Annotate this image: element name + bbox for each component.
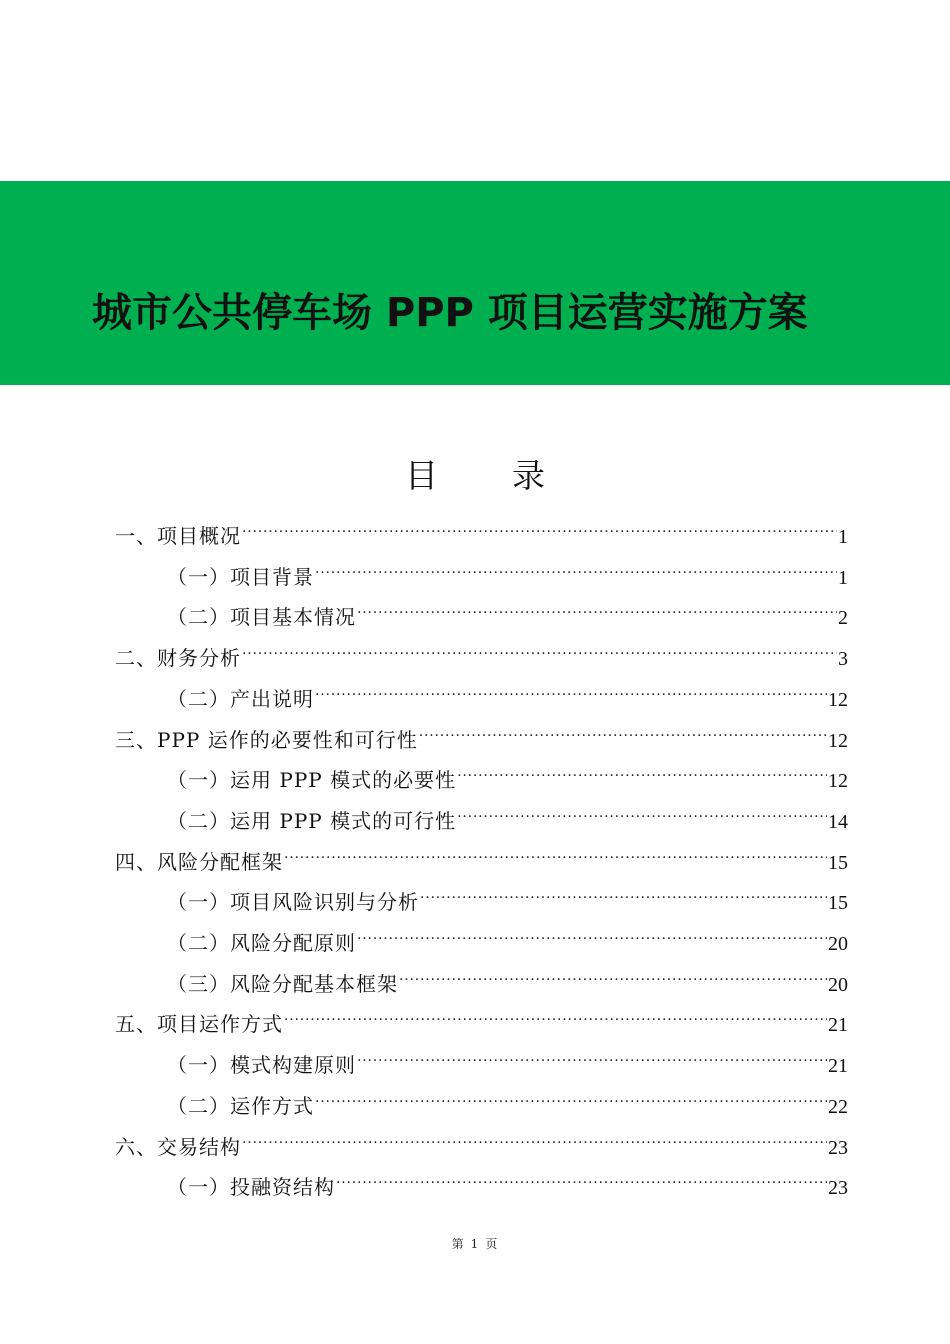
toc-entry[interactable] [167,792,848,833]
toc-entry[interactable] [167,1158,848,1200]
toc-dot-leader [357,1036,827,1072]
toc-entry[interactable] [167,1077,848,1118]
toc-entry-page: 20 [828,933,848,955]
toc-dot-leader [242,507,837,543]
toc-entry-label: （二）风险分配原则 [167,931,356,955]
toc-dot-leader [315,1077,827,1113]
toc-entry[interactable] [167,914,848,955]
toc-entry-label: 二、财务分析 [115,646,241,671]
toc-entry-label: 五、项目运作方式 [115,1012,283,1037]
toc-entry[interactable] [115,629,848,671]
toc-entry[interactable] [167,873,848,915]
toc-dot-leader [315,548,837,584]
toc-entry-page: 12 [828,688,848,711]
toc-entry[interactable] [167,548,848,589]
toc-entry-page: 22 [828,1095,848,1118]
toc-entry[interactable] [167,588,848,630]
document-title: 城市公共停车场 PPP 项目运营实施方案 [92,290,808,336]
toc-entry-label: （一）项目风险识别与分析 [167,890,419,915]
page-footer [0,1236,950,1252]
toc-entry[interactable] [167,751,848,793]
toc-entry-label: 四、风险分配框架 [115,849,283,874]
toc-entry-page: 23 [828,1177,848,1200]
toc-entry-label: （一）项目背景 [167,564,314,589]
toc-entry[interactable] [167,955,848,996]
toc-entry-page: 12 [828,729,848,752]
footer-page-number: 1 [470,1237,480,1251]
toc-entry-page: 12 [828,770,848,793]
toc-dot-leader [336,1158,827,1194]
toc-entry-page: 21 [828,1014,848,1037]
toc-dot-leader [242,1118,827,1154]
toc-dot-leader [242,629,837,665]
toc-dot-leader [399,955,827,991]
toc-entry-page: 20 [828,973,848,996]
toc-dot-leader [457,792,827,828]
toc-entry-label: 六、交易结构 [115,1134,241,1159]
toc-dot-leader [315,670,827,706]
toc-entry-label: 三、PPP 运作的必要性和可行性 [115,727,418,752]
toc-entry[interactable] [115,711,848,752]
toc-entry-label: （二）项目基本情况 [167,605,356,630]
toc-entry-label: （二）运作方式 [167,1093,314,1118]
toc-dot-leader [284,995,827,1031]
toc-dot-leader [357,914,827,950]
toc-entry-page: 23 [828,1136,848,1159]
toc-entry-label: （三）风险分配基本框架 [167,971,398,996]
toc-entry-label: （一）投融资结构 [167,1175,335,1200]
toc-heading-right: 录 [512,456,545,495]
toc-entry-page: 15 [828,851,848,874]
toc-entry-label: 一、项目概况 [115,524,241,548]
footer-prefix: 第 [451,1237,465,1251]
toc-dot-leader [357,588,837,624]
toc-entry-label: （一）运用 PPP 模式的必要性 [167,768,457,793]
toc-entry-page: 3 [838,648,848,671]
toc-entry-page: 1 [838,566,848,589]
footer-suffix: 页 [485,1237,499,1251]
title-banner [0,181,950,385]
toc-entry-page: 21 [828,1055,848,1078]
toc-entry[interactable] [167,670,848,711]
toc-entry-page: 2 [838,607,848,630]
toc-heading-left: 目 [405,456,438,495]
toc-heading [0,454,950,498]
toc-dot-leader [284,833,827,869]
toc-entry[interactable] [167,1036,848,1078]
toc-entry-page: 15 [828,892,848,915]
toc-entry-label: （二）运用 PPP 模式的可行性 [167,808,457,833]
toc-entry[interactable] [115,507,848,548]
toc-entry[interactable] [115,995,848,1037]
toc-entry-label: （一）模式构建原则 [167,1053,356,1078]
toc-entry-label: （二）产出说明 [167,686,314,711]
toc-entry[interactable] [115,833,848,874]
toc-entry-page: 1 [838,526,848,548]
toc-dot-leader [420,873,827,909]
toc-dot-leader [457,751,827,787]
toc-dot-leader [419,711,827,747]
toc-entry[interactable] [115,1118,848,1159]
toc-entry-page: 14 [828,810,848,833]
